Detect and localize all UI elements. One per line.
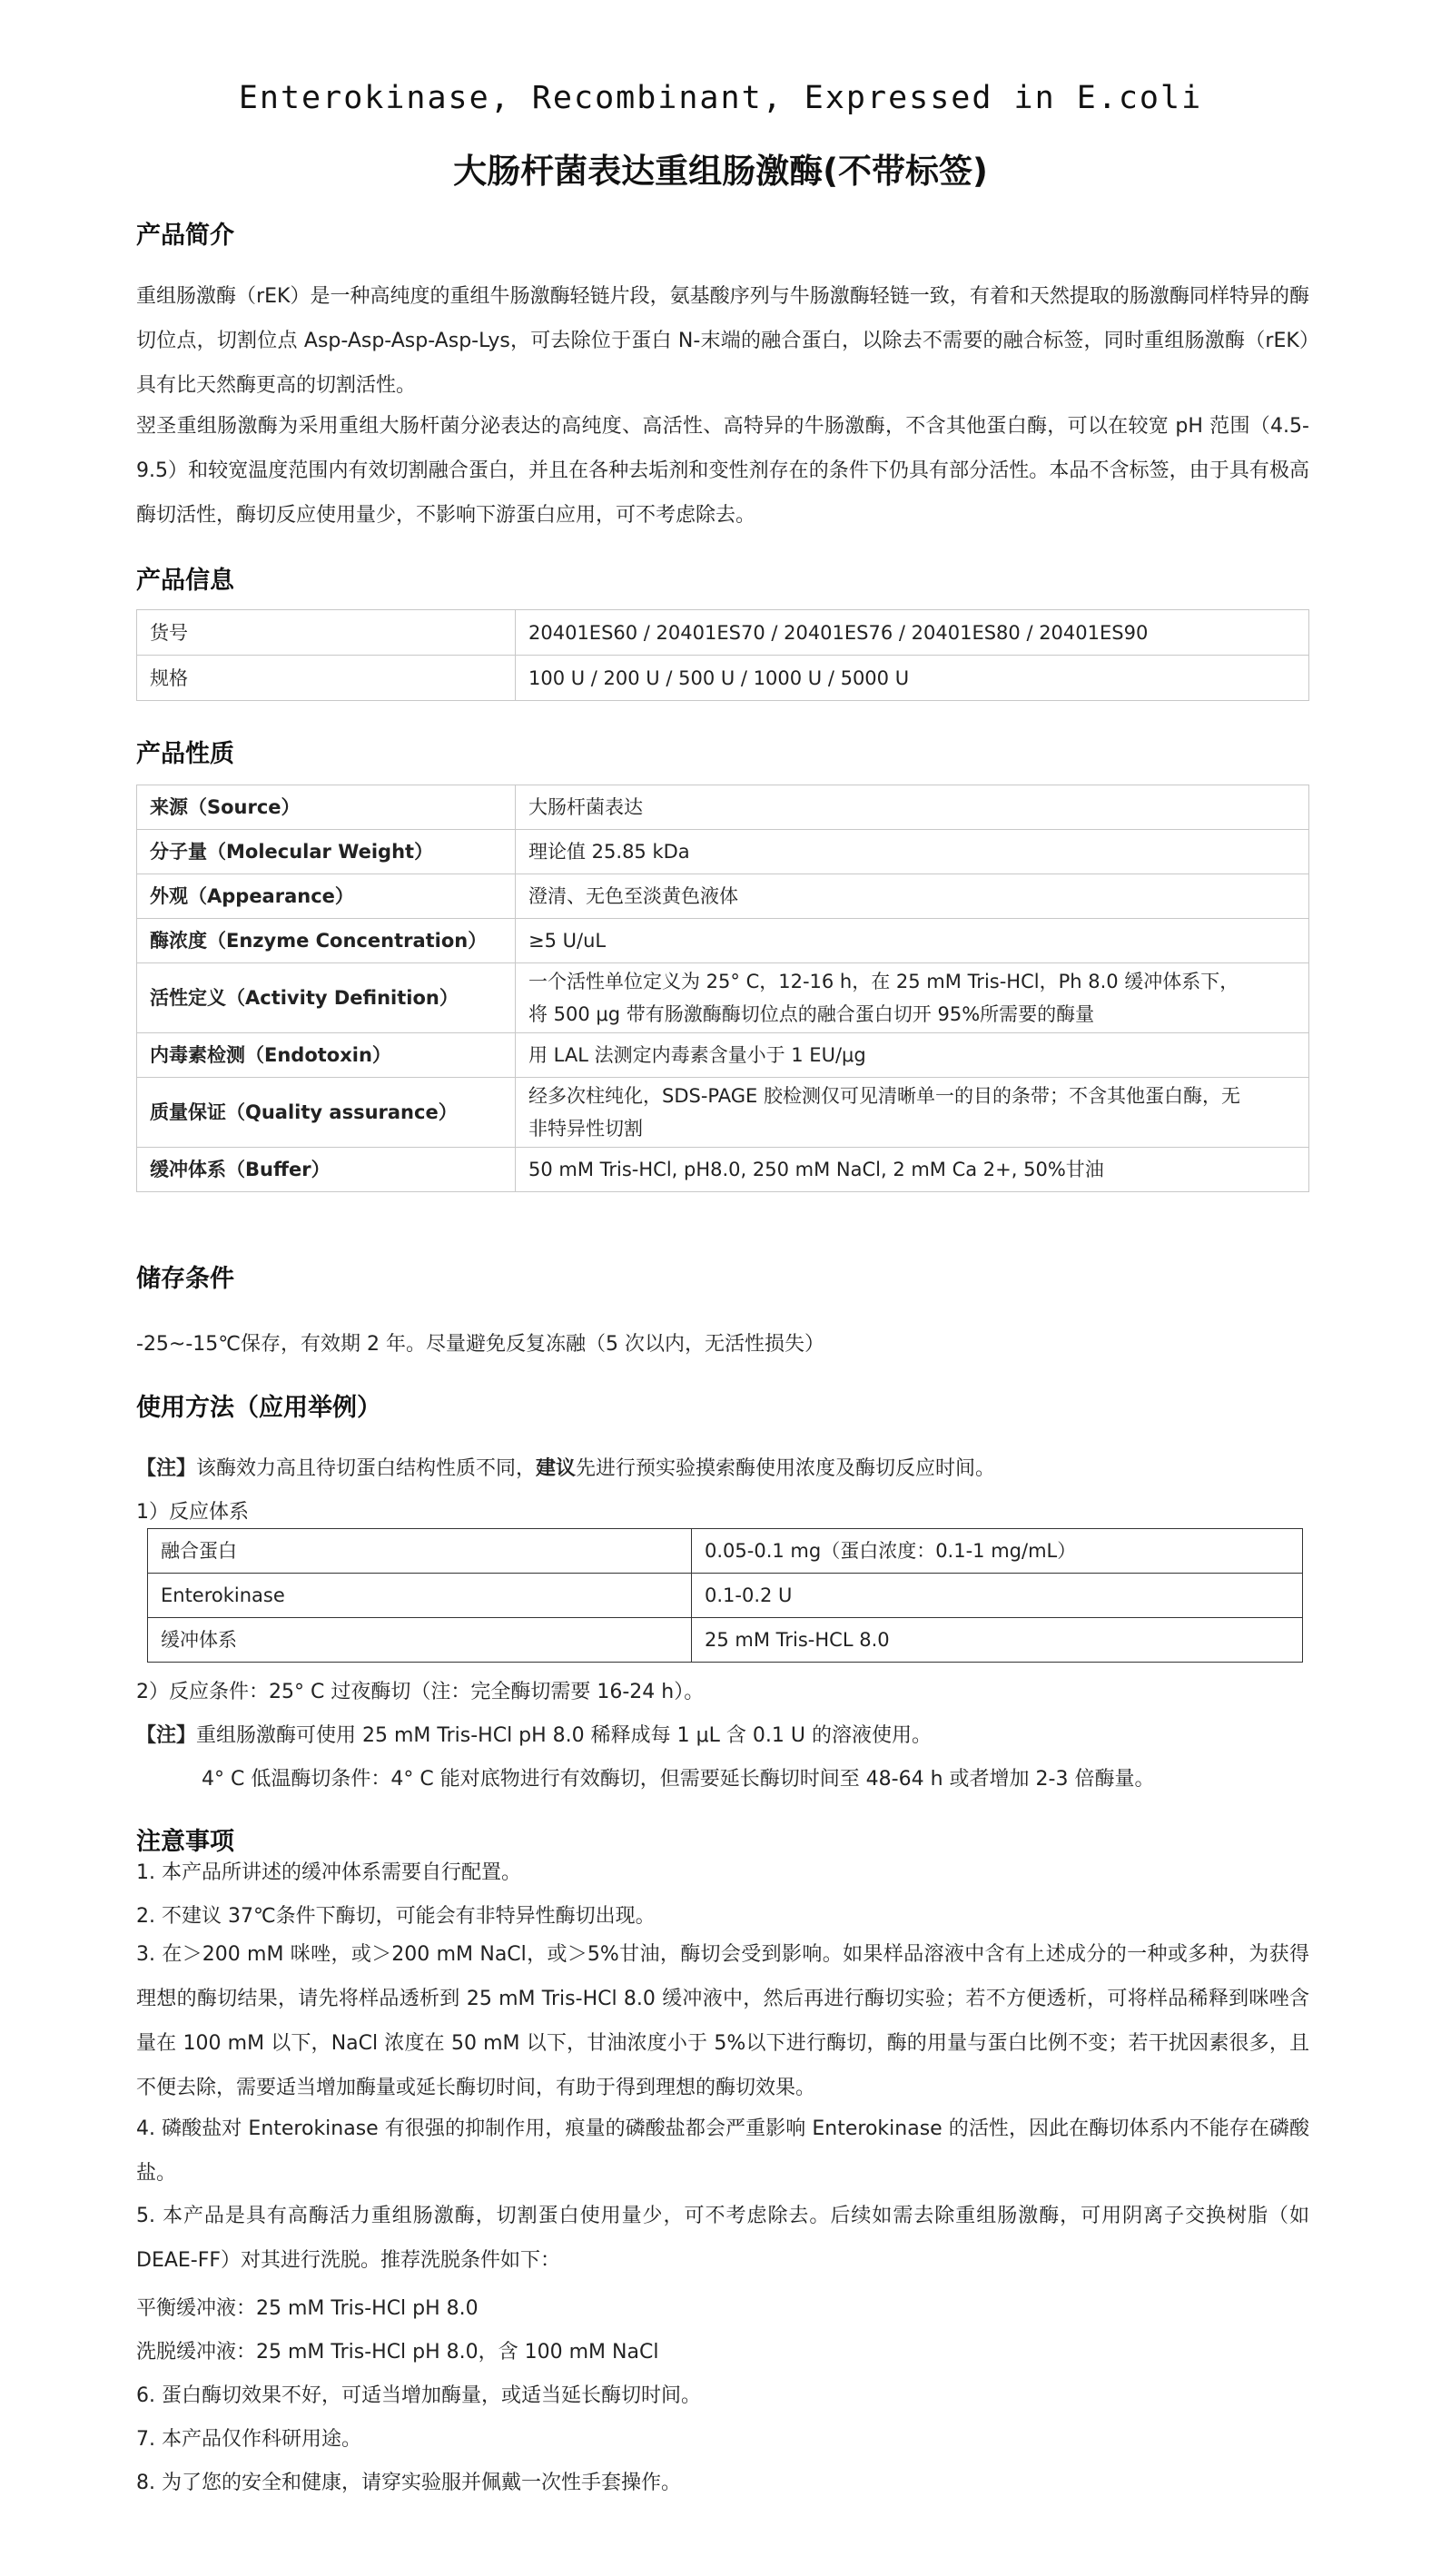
property-key: 外观（Appearance） bbox=[137, 874, 516, 919]
table-row bbox=[148, 1618, 1303, 1663]
usage-note-3: 4° C 低温酶切条件：4° C 能对底物进行有效酶切，但需要延长酶切时间至 48-64 h 或者增加 2-3 倍酶量。 bbox=[202, 1768, 1155, 1791]
property-key: 活性定义（Activity Definition） bbox=[137, 963, 516, 1033]
note-item-6: 6. 蛋白酶切效果不好，可适当增加酶量，或适当延长酶切时间。 bbox=[136, 2384, 701, 2407]
reaction-system-table bbox=[147, 1528, 1303, 1663]
info-key: 规格 bbox=[137, 656, 516, 701]
table-row bbox=[137, 963, 1309, 1033]
table-row bbox=[137, 830, 1309, 874]
info-value: 20401ES60 / 20401ES70 / 20401ES76 / 20401ES80 / 20401ES90 bbox=[516, 610, 1309, 656]
usage-note-2 bbox=[136, 1720, 932, 1748]
property-value-line-2: 非特异性切割 bbox=[528, 1118, 643, 1140]
usage-subheading-1: 1）反应体系 bbox=[136, 1501, 249, 1524]
intro-paragraph-2: 翌圣重组肠激酶为采用重组大肠杆菌分泌表达的高纯度、高活性、高特异的牛肠激酶，不含其他蛋白酶，可以在较宽 pH 范围（4.5-9.5）和较宽温度范围内有效切割融合蛋白，并且在各种去垢剂和变性剂存在的条件下仍具有部分活性。本品不含标签，由于具有极高酶切活性，酶切反应使用量少，不影响下游蛋白应用，可不考虑除去。 bbox=[136, 415, 1309, 527]
property-value-line-1: 一个活性单位定义为 25° C，12-16 h，在 25 mM Tris-HCl，Ph 8.0 缓冲体系下， bbox=[528, 971, 1239, 992]
property-key: 质量保证（Quality assurance） bbox=[137, 1078, 516, 1148]
table-row bbox=[148, 1574, 1303, 1618]
note-item-4: 4. 磷酸盐对 Enterokinase 有很强的抑制作用，痕量的磷酸盐都会严重影响 Enterokinase 的活性，因此在酶切体系内不能存在磷酸盐。 bbox=[136, 2117, 1309, 2185]
heading-storage: 储存条件 bbox=[136, 1265, 234, 1293]
usage-subheading-2: 2）反应条件：25° C 过夜酶切（注：完全酶切需要 16-24 h）。 bbox=[136, 1681, 705, 1703]
property-value bbox=[516, 963, 1309, 1033]
property-key: 内毒素检测（Endotoxin） bbox=[137, 1033, 516, 1078]
property-value: 用 LAL 法测定内毒素含量小于 1 EU/μg bbox=[516, 1033, 1309, 1078]
note-emphasis: 建议 bbox=[536, 1457, 577, 1480]
reaction-value: 25 mM Tris-HCL 8.0 bbox=[692, 1618, 1303, 1663]
note-item-8: 8. 为了您的安全和健康，请穿实验服并佩戴一次性手套操作。 bbox=[136, 2472, 681, 2494]
note-text: 重组肠激酶可使用 25 mM Tris-HCl pH 8.0 稀释成每 1 μL 含 0.1 U 的溶液使用。 bbox=[196, 1724, 932, 1747]
property-key: 酶浓度（Enzyme Concentration） bbox=[137, 919, 516, 963]
heading-usage: 使用方法（应用举例） bbox=[136, 1394, 381, 1422]
usage-note-1 bbox=[136, 1453, 995, 1481]
property-value: 大肠杆菌表达 bbox=[516, 785, 1309, 830]
heading-info: 产品信息 bbox=[136, 567, 234, 595]
property-key: 分子量（Molecular Weight） bbox=[137, 830, 516, 874]
heading-properties: 产品性质 bbox=[136, 740, 234, 768]
note-item-7: 7. 本产品仅作科研用途。 bbox=[136, 2428, 361, 2451]
note-item-5a: 平衡缓冲液：25 mM Tris-HCl pH 8.0 bbox=[136, 2297, 479, 2320]
intro-paragraph-1: 重组肠激酶（rEK）是一种高纯度的重组牛肠激酶轻链片段，氨基酸序列与牛肠激酶轻链一致，有着和天然提取的肠激酶同样特异的酶切位点，切割位点 Asp-Asp-Asp-Asp-Lys，可去除位于蛋白 N-末端的融合蛋白，以除去不需要的融合标签，同时重组肠激酶（rEK）具有比天然酶更高的切割活性。 bbox=[136, 285, 1309, 397]
table-row bbox=[137, 785, 1309, 830]
note-item-1: 1. 本产品所讲述的缓冲体系需要自行配置。 bbox=[136, 1861, 521, 1884]
note-tag: 【注】 bbox=[136, 1724, 197, 1747]
reaction-value: 0.05-0.1 mg（蛋白浓度：0.1-1 mg/mL） bbox=[692, 1529, 1303, 1574]
note-item-5: 5. 本产品是具有高酶活力重组肠激酶，切割蛋白使用量少，可不考虑除去。后续如需去除重组肠激酶，可用阴离子交换树脂（如 DEAE-FF）对其进行洗脱。推荐洗脱条件如下： bbox=[136, 2205, 1309, 2272]
property-value-line-1: 经多次柱纯化，SDS-PAGE 胶检测仅可见清晰单一的目的条带；不含其他蛋白酶，无 bbox=[528, 1085, 1240, 1107]
table-row bbox=[137, 1078, 1309, 1148]
property-value: 50 mM Tris-HCl, pH8.0, 250 mM NaCl, 2 mM Ca 2+, 50%甘油 bbox=[516, 1148, 1309, 1192]
table-row bbox=[137, 610, 1309, 656]
note-text: 先进行预实验摸索酶使用浓度及酶切反应时间。 bbox=[576, 1457, 996, 1480]
property-key: 缓冲体系（Buffer） bbox=[137, 1148, 516, 1192]
note-item-5b: 洗脱缓冲液：25 mM Tris-HCl pH 8.0，含 100 mM NaCl bbox=[136, 2341, 659, 2364]
table-row bbox=[137, 656, 1309, 701]
note-text: 该酶效力高且待切蛋白结构性质不同， bbox=[196, 1457, 537, 1480]
table-row bbox=[137, 1033, 1309, 1078]
property-key: 来源（Source） bbox=[137, 785, 516, 830]
note-item-3: 3. 在＞200 mM 咪唑，或＞200 mM NaCl，或＞5%甘油，酶切会受到影响。如果样品溶液中含有上述成分的一种或多种，为获得理想的酶切结果，请先将样品透析到 25 mM Tris-HCl 8.0 缓冲液中，然后再进行酶切实验；若不方便透析，可将样品稀释到咪唑含量在 100 mM 以下，NaCl 浓度在 50 mM 以下，甘油浓度小于 5%以下进行酶切，酶的用量与蛋白比例不变；若干扰因素很多，且不便去除，需要适当增加酶量或延长酶切时间，有助于得到理想的酶切效果。 bbox=[136, 1943, 1309, 2099]
title-english: Enterokinase, Recombinant, Expressed in E.coli bbox=[238, 80, 1203, 116]
storage-text: -25~-15℃保存，有效期 2 年。尽量避免反复冻融（5 次以内，无活性损失） bbox=[136, 1333, 824, 1356]
product-properties-table bbox=[136, 785, 1309, 1192]
table-row bbox=[137, 874, 1309, 919]
property-value bbox=[516, 1078, 1309, 1148]
reaction-key: Enterokinase bbox=[148, 1574, 692, 1618]
heading-intro: 产品简介 bbox=[136, 222, 234, 250]
note-item-2: 2. 不建议 37℃条件下酶切，可能会有非特异性酶切出现。 bbox=[136, 1905, 656, 1928]
info-key: 货号 bbox=[137, 610, 516, 656]
info-value: 100 U / 200 U / 500 U / 1000 U / 5000 U bbox=[516, 656, 1309, 701]
property-value: ≥5 U/uL bbox=[516, 919, 1309, 963]
heading-notes: 注意事项 bbox=[136, 1828, 234, 1856]
reaction-key: 融合蛋白 bbox=[148, 1529, 692, 1574]
property-value-line-2: 将 500 μg 带有肠激酶酶切位点的融合蛋白切开 95%所需要的酶量 bbox=[528, 1003, 1095, 1025]
table-row bbox=[137, 1148, 1309, 1192]
property-value: 澄清、无色至淡黄色液体 bbox=[516, 874, 1309, 919]
reaction-key: 缓冲体系 bbox=[148, 1618, 692, 1663]
property-value: 理论值 25.85 kDa bbox=[516, 830, 1309, 874]
note-tag: 【注】 bbox=[136, 1457, 197, 1480]
table-row bbox=[148, 1529, 1303, 1574]
title-chinese: 大肠杆菌表达重组肠激酶(不带标签) bbox=[453, 152, 988, 191]
reaction-value: 0.1-0.2 U bbox=[692, 1574, 1303, 1618]
table-row bbox=[137, 919, 1309, 963]
product-info-table bbox=[136, 609, 1309, 701]
